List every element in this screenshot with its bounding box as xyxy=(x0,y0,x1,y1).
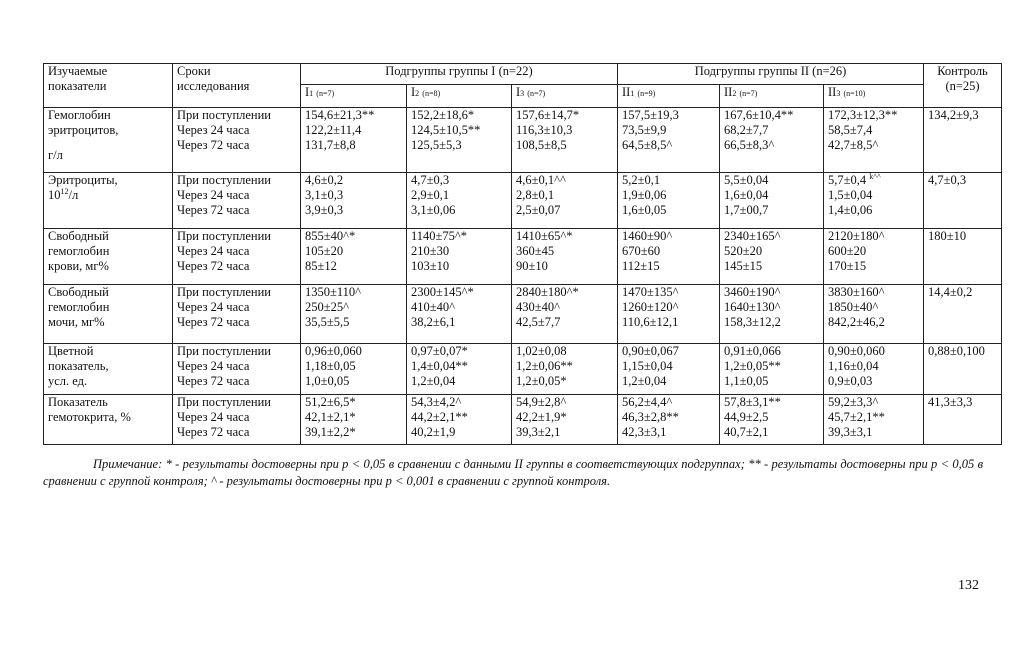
value-cell: 59,2±3,3^ 45,7±2,1** 39,3±3,1 xyxy=(824,395,924,445)
value-cell: 2340±165^ 520±20 145±15 xyxy=(720,229,824,285)
table-row xyxy=(44,395,1002,445)
value-cell: 0,90±0,060 1,16±0,04 0,9±0,03 xyxy=(824,344,924,395)
value-cell: 2840±180^* 430±40^ 42,5±7,7 xyxy=(512,285,618,344)
control-cell: 4,7±0,3 xyxy=(924,173,1002,229)
header-group-2: Подгруппы группы II (n=26) xyxy=(618,64,924,85)
subgroup-header: I1 (n=7) xyxy=(301,85,407,108)
control-cell: 180±10 xyxy=(924,229,1002,285)
value-cell: 1460±90^ 670±60 112±15 xyxy=(618,229,720,285)
value-cell: 0,91±0,066 1,2±0,05** 1,1±0,05 xyxy=(720,344,824,395)
subgroup-header: II1 (n=9) xyxy=(618,85,720,108)
indicator-cell: Свободный гемоглобин мочи, мг% xyxy=(44,285,173,344)
value-cell: 855±40^* 105±20 85±12 xyxy=(301,229,407,285)
terms-cell: При поступлении Через 24 часа Через 72 часа xyxy=(173,285,301,344)
terms-cell: При поступлении Через 24 часа Через 72 часа xyxy=(173,173,301,229)
value-cell: 2300±145^* 410±40^ 38,2±6,1 xyxy=(407,285,512,344)
value-cell: 54,3±4,2^ 44,2±2,1** 40,2±1,9 xyxy=(407,395,512,445)
terms-cell: При поступлении Через 24 часа Через 72 часа xyxy=(173,395,301,445)
page-number: 132 xyxy=(958,578,979,593)
indicator-cell: Показатель гемотокрита, % xyxy=(44,395,173,445)
value-cell: 4,7±0,3 2,9±0,1 3,1±0,06 xyxy=(407,173,512,229)
results-table xyxy=(43,63,1002,445)
subgroup-header: I3 (n=7) xyxy=(512,85,618,108)
header-control: Контроль (n=25) xyxy=(924,64,1002,108)
indicator-cell: Свободный гемоглобин крови, мг% xyxy=(44,229,173,285)
control-cell: 41,3±3,3 xyxy=(924,395,1002,445)
value-cell: 56,2±4,4^ 46,3±2,8** 42,3±3,1 xyxy=(618,395,720,445)
subgroup-header: I2 (n=8) xyxy=(407,85,512,108)
header-row-1 xyxy=(44,64,1002,85)
value-cell: 0,96±0,060 1,18±0,05 1,0±0,05 xyxy=(301,344,407,395)
terms-cell: При поступлении Через 24 часа Через 72 часа xyxy=(173,108,301,173)
value-cell: 1410±65^* 360±45 90±10 xyxy=(512,229,618,285)
header-terms: Сроки исследования xyxy=(173,64,301,108)
table-row xyxy=(44,344,1002,395)
value-cell: 1350±110^ 250±25^ 35,5±5,5 xyxy=(301,285,407,344)
value-cell: 5,2±0,1 1,9±0,06 1,6±0,05 xyxy=(618,173,720,229)
value-cell: 51,2±6,5* 42,1±2,1* 39,1±2,2* xyxy=(301,395,407,445)
value-cell: 167,6±10,4** 68,2±7,7 66,5±8,3^ xyxy=(720,108,824,173)
terms-cell: При поступлении Через 24 часа Через 72 часа xyxy=(173,344,301,395)
value-cell: 2120±180^ 600±20 170±15 xyxy=(824,229,924,285)
value-cell: 3830±160^ 1850±40^ 842,2±46,2 xyxy=(824,285,924,344)
value-cell: 4,6±0,1^^ 2,8±0,1 2,5±0,07 xyxy=(512,173,618,229)
footnote-text: Примечание: * - результаты достоверны при р < 0,05 в сравнении с данными II группы в соответствующих подгруппах; ** - результаты достоверны при р < 0,05 в сравнении с группой контроля; ^ - результаты достоверны при р < 0,001 в сравнении с группой контроля. xyxy=(43,457,983,488)
table-row xyxy=(44,108,1002,173)
value-cell: 57,8±3,1** 44,9±2,5 40,7±2,1 xyxy=(720,395,824,445)
subgroup-header: II2 (n=7) xyxy=(720,85,824,108)
control-cell: 134,2±9,3 xyxy=(924,108,1002,173)
value-cell: 0,97±0,07* 1,4±0,04** 1,2±0,04 xyxy=(407,344,512,395)
table-row xyxy=(44,229,1002,285)
value-cell: 1470±135^ 1260±120^ 110,6±12,1 xyxy=(618,285,720,344)
value-cell: 154,6±21,3** 122,2±11,4 131,7±8,8 xyxy=(301,108,407,173)
header-indicator: Изучаемые показатели xyxy=(44,64,173,108)
header-group-1: Подгруппы группы I (n=22) xyxy=(301,64,618,85)
terms-cell: При поступлении Через 24 часа Через 72 часа xyxy=(173,229,301,285)
value-cell: 0,90±0,067 1,15±0,04 1,2±0,04 xyxy=(618,344,720,395)
table-row xyxy=(44,285,1002,344)
indicator-cell: Гемоглобин эритроцитов, г/л xyxy=(44,108,173,173)
value-cell: 1,02±0,08 1,2±0,06** 1,2±0,05* xyxy=(512,344,618,395)
value-cell: 5,5±0,04 1,6±0,04 1,7±00,7 xyxy=(720,173,824,229)
control-cell: 14,4±0,2 xyxy=(924,285,1002,344)
indicator-cell: Цветной показатель, усл. ед. xyxy=(44,344,173,395)
value-cell: 157,6±14,7* 116,3±10,3 108,5±8,5 xyxy=(512,108,618,173)
value-cell: 1140±75^* 210±30 103±10 xyxy=(407,229,512,285)
value-cell: 3460±190^ 1640±130^ 158,3±12,2 xyxy=(720,285,824,344)
table-footnote xyxy=(43,456,983,490)
value-cell: 172,3±12,3** 58,5±7,4 42,7±8,5^ xyxy=(824,108,924,173)
indicator-cell: Эритроциты, $10^{12}/л$ xyxy=(44,173,173,229)
value-cell: 152,2±18,6* 124,5±10,5** 125,5±5,3 xyxy=(407,108,512,173)
value-cell: 157,5±19,3 73,5±9,9 64,5±8,5^ xyxy=(618,108,720,173)
control-cell: 0,88±0,100 xyxy=(924,344,1002,395)
value-cell: 4,6±0,2 3,1±0,3 3,9±0,3 xyxy=(301,173,407,229)
value-cell: 54,9±2,8^ 42,2±1,9* 39,3±2,1 xyxy=(512,395,618,445)
subgroup-header: II3 (n=10) xyxy=(824,85,924,108)
value-cell: 5,7±0,4 $^{k\^{}\^{}}$ 1,5±0,04 1,4±0,06 xyxy=(824,173,924,229)
table-row xyxy=(44,173,1002,229)
